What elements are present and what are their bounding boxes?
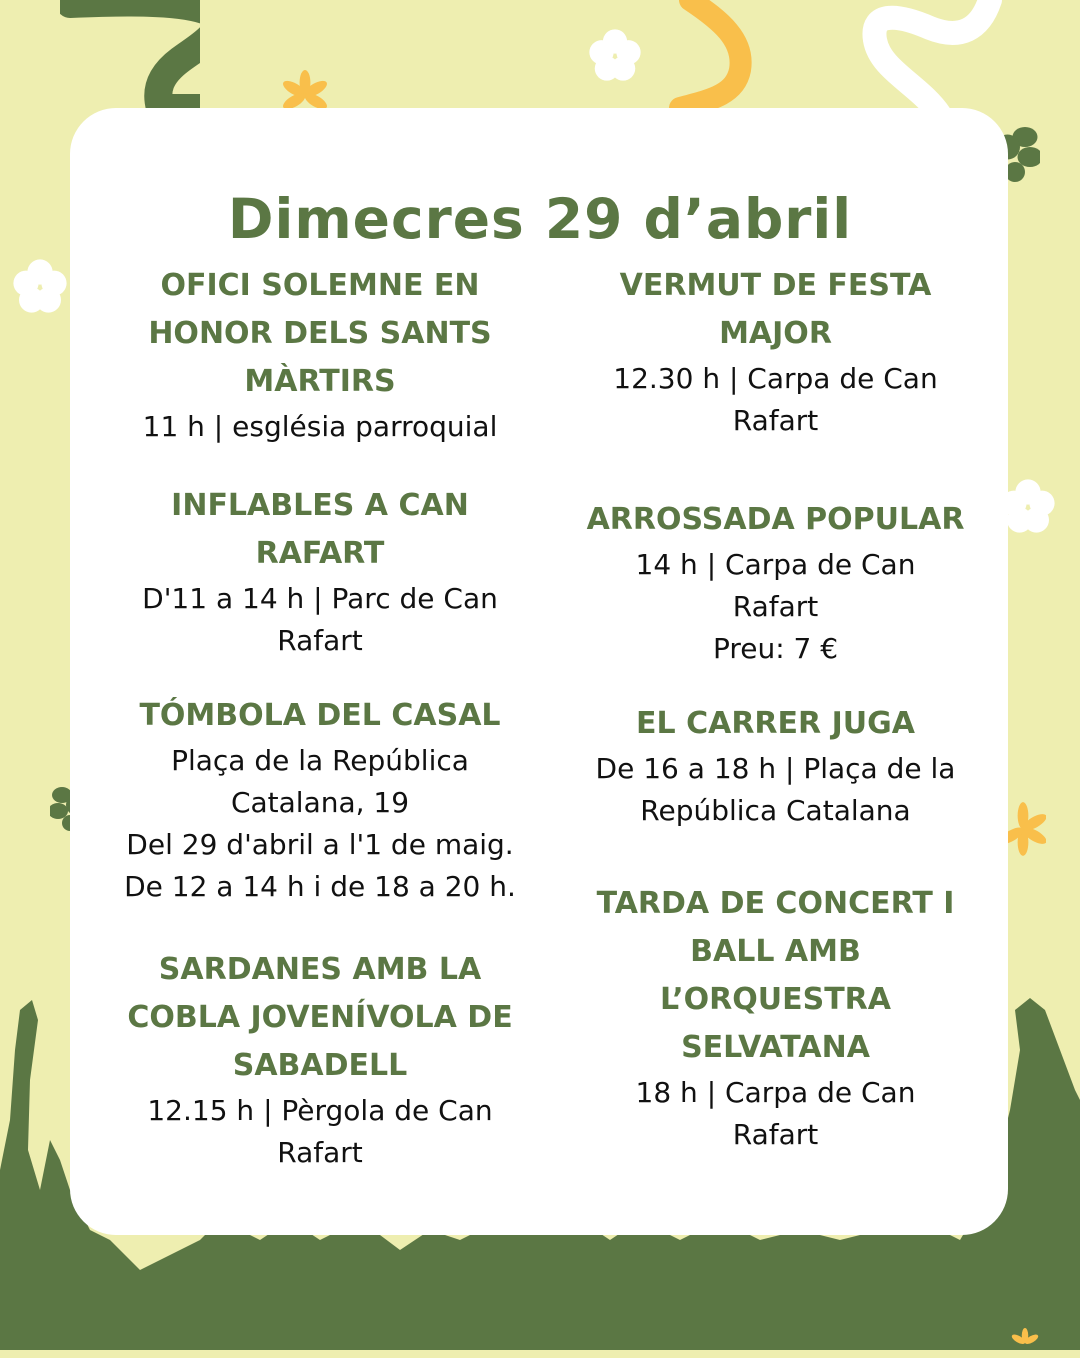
event-item xyxy=(110,692,530,908)
white-flower-icon xyxy=(12,258,68,314)
event-detail: Rafart xyxy=(732,1118,819,1151)
orange-brush-stroke-decoration xyxy=(660,0,770,110)
event-title xyxy=(568,880,983,1072)
event-title-line: HONOR DELS SANTS xyxy=(148,316,492,351)
event-title xyxy=(568,700,983,748)
white-flower-icon xyxy=(588,28,642,82)
event-item xyxy=(568,496,983,670)
event-detail: Preu: 7 € xyxy=(712,632,839,665)
event-detail: Rafart xyxy=(277,624,363,657)
event-detail: Rafart xyxy=(277,1136,363,1169)
event-title-line: OFICI SOLEMNE EN xyxy=(160,268,480,303)
white-flower-icon xyxy=(1000,478,1056,534)
event-detail: 12.15 h | Pèrgola de Can xyxy=(147,1094,493,1127)
green-brush-stroke-decoration xyxy=(60,0,200,120)
event-item xyxy=(568,700,983,832)
event-title-line: ARROSSADA POPULAR xyxy=(586,502,965,537)
event-title-line: SARDANES AMB LA xyxy=(158,952,482,987)
event-item xyxy=(110,482,530,662)
event-title-line: TÓMBOLA DEL CASAL xyxy=(139,698,501,733)
event-item xyxy=(568,880,983,1156)
event-title xyxy=(568,496,983,544)
event-title xyxy=(110,482,530,578)
event-detail: 14 h | Carpa de Can xyxy=(635,548,916,581)
event-title xyxy=(110,262,530,406)
event-detail: De 12 a 14 h i de 18 a 20 h. xyxy=(124,870,516,903)
event-detail: De 16 a 18 h | Plaça de la xyxy=(595,752,956,785)
event-detail: 12.30 h | Carpa de Can xyxy=(613,362,938,395)
left-column-events xyxy=(110,262,530,1174)
event-title-line: L’ORQUESTRA xyxy=(660,982,891,1017)
event-item xyxy=(568,262,983,442)
event-title-line: EL CARRER JUGA xyxy=(636,706,915,741)
event-detail: Rafart xyxy=(732,404,819,437)
event-title-line: BALL AMB xyxy=(690,934,861,969)
event-title-line: COBLA JOVENÍVOLA DE xyxy=(127,1000,513,1035)
page-title: Dimecres 29 d’abril xyxy=(227,186,853,251)
event-title-line: SABADELL xyxy=(232,1048,408,1083)
event-title xyxy=(568,262,983,358)
event-title-line: SELVATANA xyxy=(681,1030,870,1065)
event-detail: 18 h | Carpa de Can xyxy=(635,1076,916,1109)
event-detail: 11 h | església parroquial xyxy=(142,410,498,443)
event-title xyxy=(110,946,530,1090)
event-title-line: INFLABLES A CAN xyxy=(171,488,469,523)
event-detail: Rafart xyxy=(732,590,819,623)
right-column-events xyxy=(568,262,983,1156)
event-detail: Plaça de la República xyxy=(171,744,469,777)
orange-flower-icon xyxy=(1000,1328,1050,1358)
event-title-line: MAJOR xyxy=(719,316,832,351)
event-item xyxy=(110,946,530,1174)
event-item xyxy=(110,262,530,448)
white-brush-stroke-decoration xyxy=(850,0,1030,115)
event-detail: Del 29 d'abril a l'1 de maig. xyxy=(126,828,514,861)
event-detail: República Catalana xyxy=(640,794,911,827)
event-title-line: RAFART xyxy=(255,536,385,571)
event-title-line: TARDA DE CONCERT I xyxy=(596,886,955,921)
event-title-line: MÀRTIRS xyxy=(244,364,396,399)
event-title xyxy=(110,692,530,740)
event-detail: D'11 a 14 h | Parc de Can xyxy=(142,582,498,615)
event-detail: Catalana, 19 xyxy=(230,786,410,819)
event-title-line: VERMUT DE FESTA xyxy=(619,268,932,303)
